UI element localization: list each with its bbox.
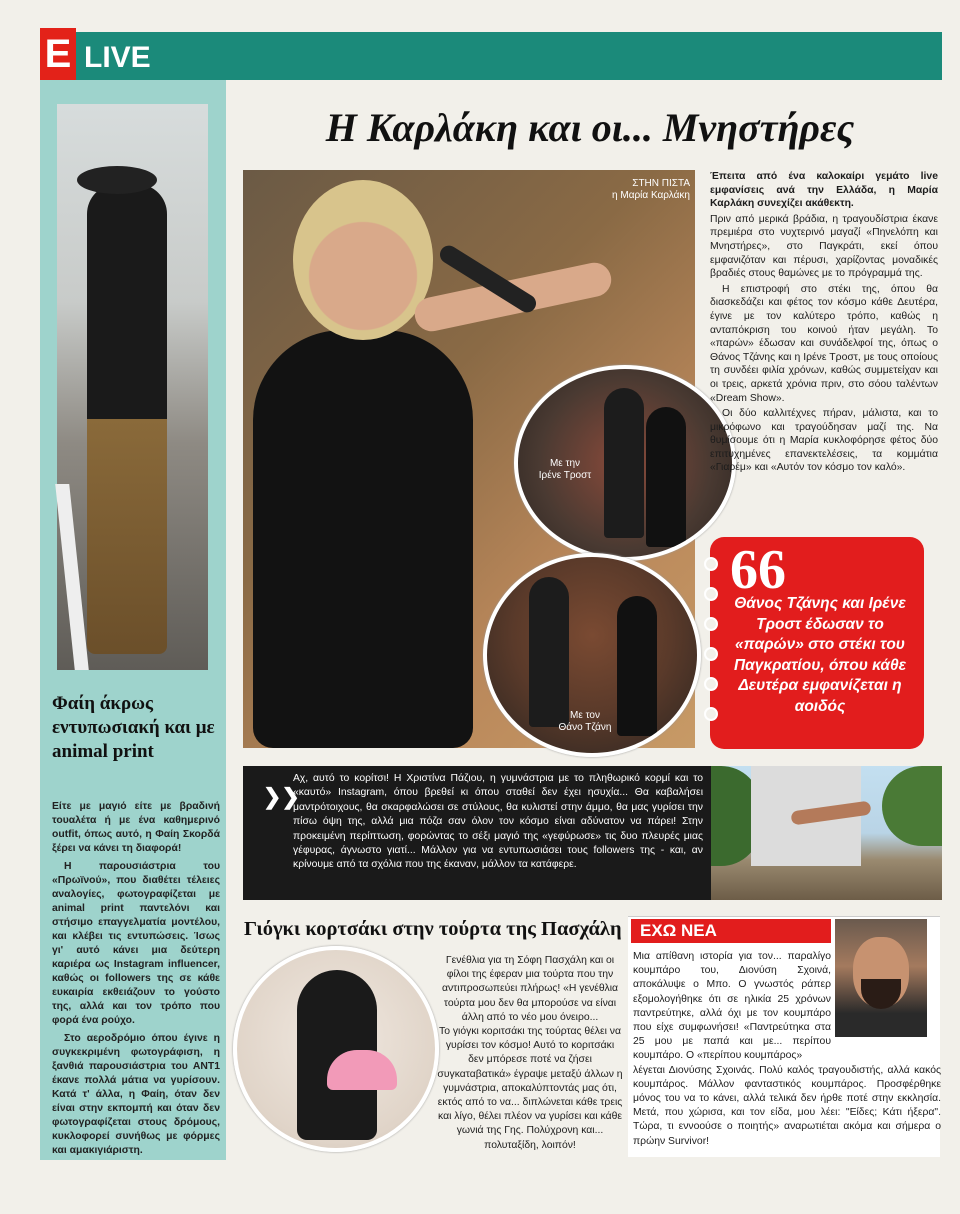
quote-mark-icon: 66 (730, 539, 786, 601)
circle1-caption: Με την Ιρένε Τροστ (538, 458, 592, 481)
article-paragraph: Η επιστροφή στο στέκι της, όπου θα διασκεδάζει και φέτος τον κόσμο κάθε Δευτέρα, έγινε με τον καλύτερο τρόπο, καθώς η ανταπόκριση του κοινού ήταν μεγάλη. Το «παρών» έδωσαν και συνάδελφοί της, όπως ο Θάνος Τζάνης και η Ιρένε Τροστ, με τους οποίους τη συνδέει φιλία χρόνων, καθώς συμμετείχαν και οι τρεις, αρκετά χρόνια πριν, στο σόου ταλέντων «Dream Show». (710, 283, 938, 404)
faii-photo (57, 104, 208, 670)
pull-quote: Θάνος Τζάνης και Ιρένε Τροστ έδωσαν το «παρών» στο στέκι του Παγκρατίου, όπου κάθε Δευτέρα εμφανίζεται η αοιδός (733, 595, 907, 715)
exo-paragraph-narrow: Μια απίθανη ιστορία για τον... παραλίγο κουμπάρο του, Διονύση Σχοινά, αποκάλυψε ο Μπο. Ο γνωστός ράπερ εξομολογήθηκε ότι σε ηλικία 25 χρόνων παντρεύτηκε, αλλά όχι με τον κουμπάρο που είχε συμφωνήσει! «Παντρεύτηκα στα 25 μου με παπά και με... περίπου κουμπάρο. Ο «περίπου κουμπάρος» (633, 951, 831, 1062)
left-paragraph: Η παρουσιάστρια του «Πρωϊνού», που διαθέτει τέλειες αναλογίες, φωτογραφίζεται με animal print παντελόνι και στήσιμο επαγγελματία μοντέλου, και κλέβει τις εντυπώσεις. Ίσως γι' αυτό κάνει μια δεύτερη καριέρα ως Instagram influencer, καθώς οι followers της σε κάθε ευκαιρία εκθειάζουν το γούστο της, αλλά και τον τρόπο που φορά ένα ρούχο. (52, 861, 220, 1026)
left-article (52, 800, 220, 1162)
article-paragraph: Πριν από μερικά βράδια, η τραγουδίστρια έκανε πρεμιέρα στο νυχτερινό μαγαζί «Πηνελόπη και Μνηστήρες», στο Παγκράτι, εκεί όπου εμφανιζόταν και πέρυσι, χαρίζοντας μοναδικές βραδιές στους θαμώνες με το πρόγραμμά της. (710, 213, 938, 280)
left-headline: Φαίη άκρως εντυπωσιακή και με animal print (52, 693, 215, 762)
spiral-ring (704, 707, 718, 721)
left-paragraph: Στο αεροδρόμιο όπου έγινε η συγκεκριμένη φωτογράφιση, η ξανθιά παρουσιάστρια του ΑΝΤ1 έκανε πολλά μάτια να γυρίσουν. Κατά τ' άλλα, η Φαίη, όταν δεν είναι στην εκπομπή και όταν δεν φωτογραφίζεται στους δρόμους, κυκλοφορεί συνήθως με φόρμες και αμακιγιάριστη. (52, 1033, 220, 1156)
spiral-ring (704, 677, 718, 691)
singer-body (253, 330, 473, 748)
tree-shape (882, 766, 942, 846)
exo-nea-text (633, 950, 941, 1149)
article-lead: Έπειτα από ένα καλοκαίρι γεμάτο live εμφανίσεις ανά την Ελλάδα, η Μαρία Καρλάκη συνεχίζει ακάθεκτη. (710, 171, 938, 210)
exo-nea-label: ΕΧΩ ΝΕΑ (640, 921, 717, 940)
woman-figure (87, 184, 167, 654)
singer-head (293, 180, 433, 340)
cake-article (437, 954, 623, 1153)
article-paragraph: Οι δύο καλλιτέχνες πήραν, μάλιστα, και το μικρόφωνο και τραγούδησαν μαζί της. Να θυμίσουμε ότι η Μαρία κυκλοφόρησε φέτος δύο επιτυχημένες επανεκτελέσεις, τα κομμάτια «Γιαρέμ» και «Αυτόν τον κόσμο τον καλό». (710, 408, 938, 474)
left-paragraph: Είτε με μαγιό είτε με βραδινή τουαλέτα ή με ένα καθημερινό outfit, όπως αυτό, η Φαίη Σκορδά ξέρει να κάνει τη διαφορά! (52, 801, 220, 854)
pazioy-text: Αχ, αυτό το κορίτσι! Η Χριστίνα Πάζιου, η γυμνάστρια με το πληθωρικό κορμί και το «καυτό» Instagram, όπου βρεθεί κι όπου σταθεί δεν έχει ησυχία... Θα καβαλήσει μαντρότοιχους, θα σκαρφαλώσει σε στύλους, θα κυλιστεί στην άμμο, θα μας γυρίσει την πίσω όψη της, αλλά μια πόζα σαν όλον τον κόσμο είναι αδύνατον να πάρει! Στην προκειμένη περίπτωση, φορώντας το σέξι μαγιό της «γεφύρωσε» τις δυο πλευρές μιας γέφυρας, άγνωστο γιατί... Μάλλον για να εντυπωσιάσει τους followers της - και, αν κρίνουμε από τα σχόλια που της έκαναν, μάλλον τα κατάφερε. (293, 773, 703, 871)
person-shape (646, 407, 686, 547)
header-band (40, 32, 942, 80)
karlaki-article (710, 170, 938, 477)
spiral-ring (704, 557, 718, 571)
section-label: LIVE (84, 41, 151, 74)
cake-circle-photo (233, 946, 439, 1152)
cake-paragraph: Γενέθλια για τη Σόφη Πασχάλη και οι φίλοι της έφεραν μια τούρτα που την αντιπροσωπεύει πλήρως! «Η γενέθλια τούρτα μου δεν θα μπορούσε να είναι άλλη από το νέο μου όνειρο... (441, 955, 619, 1023)
chevron-icon: ❯❯ (263, 784, 300, 809)
spiral-ring (704, 647, 718, 661)
hat-shape (77, 166, 157, 194)
bridge-yoga-photo (711, 766, 942, 900)
spiral-ring (704, 587, 718, 601)
road-line (55, 484, 89, 670)
e-logo: E (40, 28, 76, 80)
person-shape (529, 577, 569, 727)
spiral-ring (704, 617, 718, 631)
cake-headline: Γιόγκι κορτσάκι στην τούρτα της Πασχάλη (244, 918, 622, 940)
cake-paragraph: Το γιόγκι κοριτσάκι της τούρτας θέλει να γυρίσει τον κόσμο! Αυτό το κοριτσάκι δεν μπόρεσε ποτέ να ζήσει συγκαταβατικά» έγραψε μεταξύ άλλων η γυμνάστρια, αποκαλύπτοντάς μας ότι, εκτός από το να... διπλώνεται κάθε τρεις και λίγο, θέλει πλέον να γυρίσει και κάθε γωνιά της Γης. Πολύχρονη και... πολυταξίδη, λοιπόν! (437, 1026, 623, 1151)
photo-caption: ΣΤΗΝ ΠΙΣΤΑ η Μαρία Καρλάκη (612, 178, 690, 201)
exo-paragraph-wide: λέγεται Διονύσης Σχοινάς. Πολύ καλός τραγουδιστής, αλλά κακός κουμπάρος. Μάλλον φανταστικός κουμπάρος. Προσφέρθηκε μόνος του να το κάνει, αλλά τελικά δεν ήρθε ποτέ στην εκκλησία. Μετά, που χώρισα, και τον είδα, μου λέει: "Είδες; Κάτι ήξερα". Τώρα, τι εννοούσε ο ποιητής» αναρωτιέται ακόμα και σήμερα ο πρώην Survivor! (633, 1064, 941, 1147)
main-title: Η Καρλάκη και οι... Μνηστήρες (325, 105, 855, 150)
cake-shape (327, 1050, 397, 1090)
circle2-caption: Με τον Θάνο Τζάνη (558, 710, 612, 733)
